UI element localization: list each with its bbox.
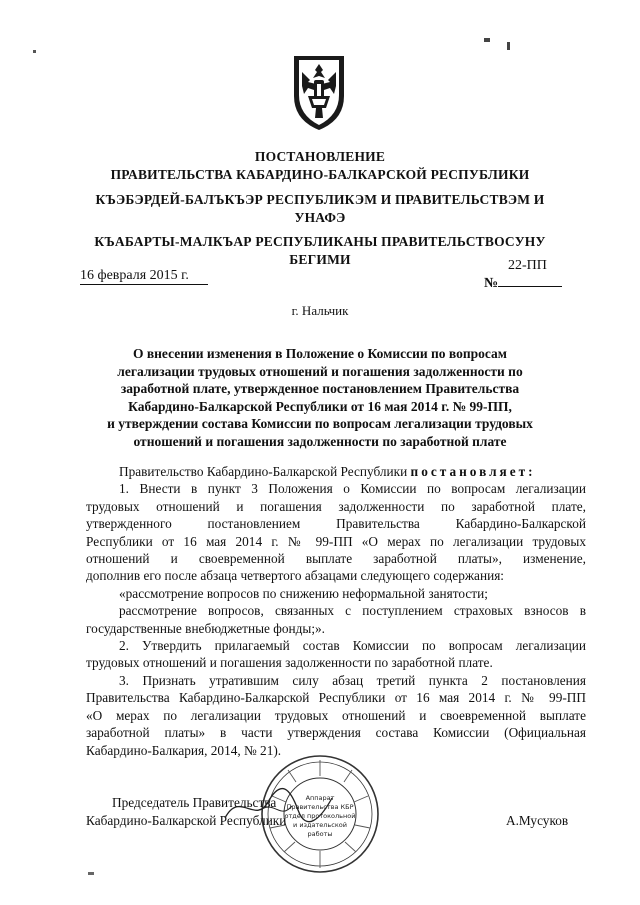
signatory-position-line2: Кабардино-Балкарской Республики: [86, 813, 287, 828]
title-line: заработной плате, утвержденное постановлением Правительства: [120, 381, 520, 396]
coat-of-arms-emblem: [286, 50, 352, 132]
scan-mark: [507, 42, 510, 50]
scan-mark: [88, 872, 94, 875]
signatory-position-line1: Председатель Правительства: [112, 795, 277, 810]
decree-word: постановляет:: [410, 464, 536, 479]
paragraph-1-line: трудовых отношений и погашения задолженности по заработной плате,: [86, 498, 586, 514]
stamp-text: работы: [307, 830, 333, 838]
government-name-krc-line2: БЕГИМИ: [289, 252, 351, 267]
number-label: №: [484, 276, 499, 291]
paragraph-3-line: 3. Признать утратившим силу абзац третий пункта 2 постановления: [119, 672, 586, 688]
paragraph-2-line: 2. Утвердить прилагаемый состав Комиссии по вопросам легализации: [119, 638, 586, 654]
document-title: [70, 345, 570, 450]
number-underline: [498, 286, 562, 287]
quoted-item-2-line: государственные внебюджетные фонды;».: [86, 620, 325, 636]
paragraph-1-line: отношений и своевременной выплате заработной платы», изменение,: [86, 551, 586, 567]
paragraph-3-line: Кабардино-Балкария, 2014, № 21).: [86, 742, 282, 758]
scan-mark: [33, 50, 36, 53]
government-name-kbd-line2: УНАФЭ: [294, 210, 346, 225]
title-line: отношений и погашения задолженности по заработной плате: [133, 433, 507, 449]
stamp-text: Правительства КБР: [286, 803, 354, 811]
paragraph-3-line: заработной платы» в части утверждения состава Комиссии (Официальная: [86, 725, 586, 741]
handwritten-signature: [220, 780, 340, 830]
paragraph-1-line: утвержденного постановлением Правительства Кабардино-Балкарской: [86, 516, 586, 532]
government-name-kbd-line1: КЪЭБЭРДЕЙ-БАЛЪКЪЭР РЕСПУБЛИКЭМ И ПРАВИТЕЛЬСТВЭМ И: [95, 192, 545, 207]
government-name-ru: ПРАВИТЕЛЬСТВА КАБАРДИНО-БАЛКАРСКОЙ РЕСПУБЛИКИ: [110, 167, 530, 182]
signatory-name: А.Мусуков: [506, 813, 569, 828]
document-body: [86, 463, 586, 759]
government-name-krc-line1: КЪАБАРТЫ-МАЛКЪАР РЕСПУБЛИКАНЫ ПРАВИТЕЛЬСТВОСУНУ: [94, 234, 546, 249]
title-line: и утверждении состава Комиссии по вопросам легализации трудовых: [107, 416, 533, 431]
paragraph-1-line: дополнив его после абзаца четвертого абзацами следующего содержания:: [86, 568, 505, 584]
document-date: 16 февраля 2015 г.: [80, 268, 208, 285]
title-line: О внесении изменения в Положение о Комиссии по вопросам: [132, 346, 508, 361]
paragraph-1-line: 1. Внести в пункт 3 Положения о Комиссии по вопросам легализации: [119, 481, 586, 497]
quoted-item-1: «рассмотрение вопросов по снижению неформальной занятости;: [119, 585, 488, 601]
scan-mark: [484, 38, 490, 42]
title-line: легализации трудовых отношений и погашения задолженности по: [117, 363, 523, 379]
intro-prefix: Правительство Кабардино-Балкарской Республики: [119, 464, 411, 479]
document-number: 22-ПП: [508, 258, 547, 273]
decree-intro: [86, 463, 586, 480]
paragraph-2-line: трудовых отношений и погашения задолженности по заработной плате.: [86, 655, 493, 671]
paragraph-3-line: Правительства Кабардино-Балкарской Республики от 16 мая 2014 г. № 99-ПП: [86, 690, 586, 706]
paragraph-3-line: «О мерах по легализации трудовых отношений и своевременной выплате: [86, 707, 586, 723]
title-line: Кабардино-Балкарской Республики от 16 мая 2014 г. № 99-ПП,: [128, 398, 512, 414]
stamp-text: Аппарат: [305, 794, 335, 802]
stamp-text: отдел протокольной: [284, 812, 356, 820]
quoted-item-2-line: рассмотрение вопросов, связанных с поступлением страховых взносов в: [119, 603, 586, 619]
paragraph-1-line: Республики от 16 мая 2014 г. № 99-ПП «О мерах по легализации трудовых: [86, 533, 586, 549]
city: г. Нальчик: [291, 303, 349, 318]
stamp-text: и издательской: [293, 821, 347, 829]
doc-type-heading: ПОСТАНОВЛЕНИЕ: [254, 149, 386, 164]
